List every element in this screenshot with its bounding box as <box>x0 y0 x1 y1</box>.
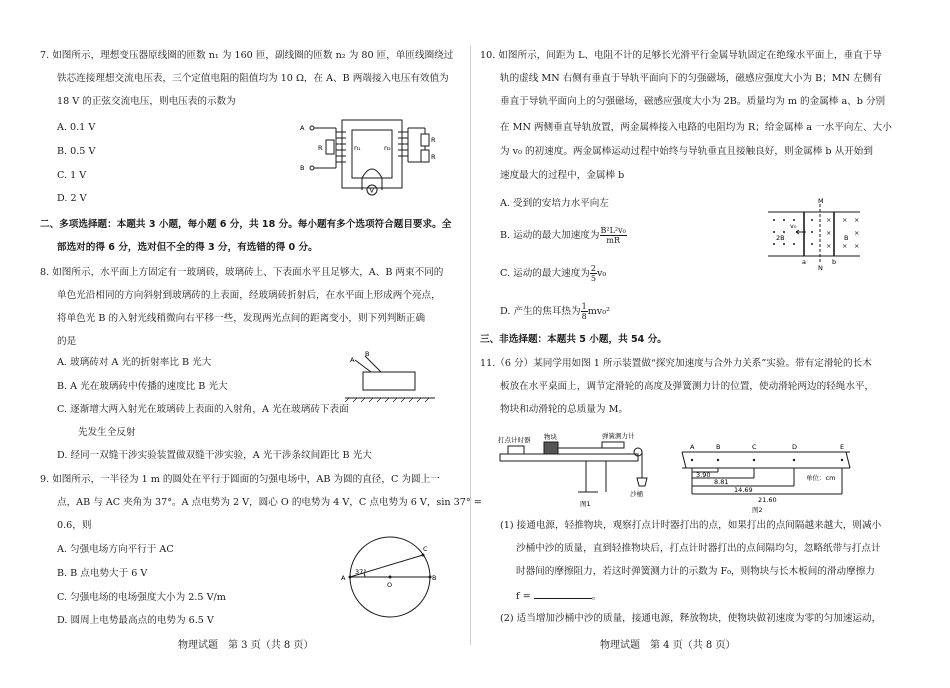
q11-fig1-label-scale: 弹簧测力计 <box>602 432 635 440</box>
q11-line-3: 物块和动滑轮的总质量为 M。 <box>500 404 628 415</box>
q10-line-6: 速度最大的过程中，金属棒 b <box>500 170 625 181</box>
q7-transformer-figure <box>300 110 440 200</box>
q8-fig-label-a: A <box>350 356 355 364</box>
q11-fig2-point-d: D <box>792 443 798 451</box>
q8-line-1: 8. 如图所示，水平面上方固定有一玻璃砖，玻璃砖上、下表面水平且足够大，A、B 两束不同的 <box>40 267 444 278</box>
q9-fig-label-c: C <box>423 545 428 553</box>
q8-option-b: B. A 光在玻璃砖中传播的速度比 B 光大 <box>57 381 228 392</box>
q8-option-d: D. 经同一双缝干涉实验装置做双缝干涉实验，A 光干涉条纹间距比 B 光大 <box>57 450 372 461</box>
svg-text:×: × <box>842 242 848 250</box>
q7-option-a: A. 0.1 V <box>57 122 96 133</box>
q7-fig-label-r2: R <box>431 153 436 161</box>
q11-fig2-point-b: B <box>716 443 721 451</box>
q9-fig-label-b: B <box>432 574 437 582</box>
q9-line-3: 0.6，则 <box>57 520 92 531</box>
q7-option-c: C. 1 V <box>57 170 87 181</box>
q11-part1-line-1: (1) 接通电源，轻推物块，观察打点计时器打出的点，如果打出的点间隔越来越大，则减小 <box>500 520 882 531</box>
q10-option-c-denominator: 5 <box>590 274 596 283</box>
q11-fig1-apparatus <box>498 430 668 510</box>
q10-fig-label-n: N <box>818 264 823 272</box>
svg-text:×: × <box>826 216 832 224</box>
q9-circle-figure <box>341 530 437 620</box>
q8-option-a: A. 玻璃砖对 A 光的折射率比 B 光大 <box>57 357 212 368</box>
q10-line-3: 垂直于导轨平面向上的匀强磁场，磁感应强度大小为 2B。质量均为 m 的金属棒 a、b 分别 <box>500 96 886 107</box>
q11-fig2-point-e: E <box>840 443 845 451</box>
q10-option-b <box>500 226 627 245</box>
section2-line-1: 二、多项选择题：本题共 3 小题，每小题 6 分，共 18 分。每小题有多个选项符合题目要求。全 <box>40 219 452 230</box>
q10-line-2: 轨的虚线 MN 右侧有垂直于导轨平面向下的匀强磁场，磁感应强度大小为 B；MN 左侧有 <box>500 73 882 84</box>
q10-option-b-numerator: B²L²v₀ <box>600 226 626 235</box>
svg-text:×: × <box>842 216 848 224</box>
q7-line-3: 18 V 的正弦交流电压，则电压表的示数为 <box>57 96 236 107</box>
q9-option-b: B. B 点电势大于 6 V <box>57 568 148 579</box>
q8-glass-brick-figure <box>345 350 435 405</box>
q11-fig1-label-block: 物块 <box>544 433 557 441</box>
q11-fig2-d4: 21.60 <box>758 496 777 504</box>
svg-text:×: × <box>854 229 860 237</box>
q9-fig-label-a: A <box>341 574 346 582</box>
q7-fig-label-n1: n₁ <box>354 144 361 152</box>
q11-part1-answer <box>516 589 601 603</box>
q11-part2-line-1: (2) 适当增加沙桶中沙的质量，接通电源，释放物块，使物块做初速度为零的匀加速运动， <box>500 613 882 624</box>
q11-line-2: 板放在水平桌面上，调节定滑轮的高度及弹簧测力计的位置，使动滑轮两边的轻绳水平， <box>500 381 875 392</box>
q10-option-c-numerator: 2 <box>590 264 596 273</box>
page-3-footer: 物理试题 第 3 页（共 8 页） <box>178 640 314 651</box>
q10-fig-label-b: B <box>844 234 849 242</box>
q9-line-1: 9. 如图所示，一半径为 1 m 的圆处在平行于圆面的匀强电场中，AB 为圆的直径，C 为圆上一 <box>40 474 440 485</box>
q9-option-c: C. 匀强电场的电场强度大小为 2.5 V/m <box>57 592 226 603</box>
q10-fig-label-a: a <box>802 258 806 266</box>
q9-fig-label-angle: 37° <box>355 568 367 576</box>
section2-line-2: 部选对的得 6 分，选对但不全的得 3 分，有选错的得 0 分。 <box>57 242 318 253</box>
q10-option-b-fraction <box>600 226 627 245</box>
q7-fig-label-b: B <box>300 164 305 172</box>
q10-option-d-denominator: 8 <box>581 312 587 321</box>
q11-fig2-d1: 3.90 <box>696 471 711 479</box>
q10-fig-label-2b: 2B <box>776 234 785 242</box>
q11-line-1: 11.（6 分）某同学用如图 1 所示装置做“探究加速度与合外力关系”实验。带有定滑轮的长木 <box>480 358 872 369</box>
section3-title: 三、非选择题：本题共 5 小题，共 54 分。 <box>480 334 667 345</box>
q8-line-3: 将单色光 B 的入射光线稍微向右平移一些，发现两光点间的距离变小，则下列判断正确 <box>57 313 426 324</box>
q7-fig-label-a: A <box>300 124 305 132</box>
q11-part1-answer-blank[interactable] <box>534 589 592 599</box>
q10-line-4: 在 MN 两侧垂直导轨放置，两金属棒接入电路的电阻均为 R；给金属棒 a 一水平向左、大小 <box>500 122 892 133</box>
q11-fig2-caption: 图2 <box>752 506 763 514</box>
q11-fig1-label-sand: 沙桶 <box>630 490 643 498</box>
q7-fig-label-v: V <box>369 186 374 195</box>
q11-fig2-point-a: A <box>690 443 695 451</box>
q9-option-a: A. 匀强电场方向平行于 AC <box>57 544 174 555</box>
q10-option-c-fraction <box>590 264 597 283</box>
q7-fig-label-n2: n₂ <box>384 144 391 152</box>
page-4 <box>470 0 950 688</box>
q7-line-1: 7. 如图所示，理想变压器原线圈的匝数 n₁ 为 160 匝，副线圈的匝数 n₂ 为 80 匝，单匝线圈绕过 <box>40 50 454 61</box>
q10-option-d-fraction <box>581 302 588 321</box>
q10-option-a: A. 受到的安培力水平向左 <box>500 198 609 209</box>
q8-line-2: 单色光沿相同的方向斜射到玻璃砖的上表面，经玻璃砖折射后，在水平面上形成两个亮点， <box>57 290 441 301</box>
q11-part1-answer-suffix: 。 <box>591 591 602 602</box>
svg-text:×: × <box>854 216 860 224</box>
q9-option-d: D. 圆周上电势最高点的电势为 6.5 V <box>57 615 214 626</box>
q10-magnetic-field-figure <box>768 198 864 270</box>
q10-option-d-suffix: mv₀² <box>587 306 610 317</box>
q7-fig-label-r3: R <box>318 144 323 152</box>
q8-line-4: 的是 <box>57 336 77 347</box>
q8-option-c-cont: 先发生全反射 <box>78 427 136 438</box>
q10-option-c <box>500 264 606 283</box>
q11-fig1-caption: 图1 <box>580 500 591 508</box>
q10-fig-label-bb: b <box>832 258 837 266</box>
q11-fig1-label-timer: 打点计时器 <box>498 436 531 444</box>
q11-part1-answer-prefix: f = <box>516 591 531 602</box>
q11-part1-line-3: 时器间的摩擦阻力，若这时弹簧测力计的示数为 F₀，则物块与长木板间的滑动摩擦力 <box>516 566 875 577</box>
q10-option-c-suffix: v₀ <box>596 268 607 279</box>
q11-fig2-point-c: C <box>752 443 757 451</box>
q9-fig-label-o: O <box>387 581 393 589</box>
svg-text:×: × <box>826 229 832 237</box>
q10-fig-label-m: M <box>818 197 824 205</box>
page-4-footer: 物理试题 第 4 页（共 8 页） <box>600 640 736 651</box>
q11-fig2-unit: 单位：cm <box>806 474 836 482</box>
q11-fig2-d3: 14.69 <box>734 486 753 494</box>
q10-fig-label-v0: v₀ <box>790 222 797 230</box>
q9-line-2: 点，AB 与 AC 夹角为 37°。A 点电势为 2 V，圆心 O 的电势为 4 V，C 点电势为 6 V，sin 37° = <box>57 497 482 508</box>
q7-option-d: D. 2 V <box>57 193 87 204</box>
q10-option-d <box>500 302 610 321</box>
q10-option-d-prefix: D. 产生的焦耳热为 <box>500 306 581 317</box>
q10-option-b-denominator: mR <box>606 236 620 245</box>
q10-line-1: 10. 如图所示，间距为 L、电阻不计的足够长光滑平行金属导轨固定在绝缘水平面上，垂直于导 <box>480 50 882 61</box>
q10-option-b-prefix: B. 运动的最大加速度为 <box>500 230 600 241</box>
q10-line-5: 为 v₀ 的初速度。两金属棒运动过程中始终与导轨垂直且接触良好，则金属棒 b 从开始到 <box>500 146 873 157</box>
q7-line-2: 铁芯连接理想交流电压表，三个定值电阻的阻值均为 10 Ω，在 A、B 两端接入电压有效值为 <box>57 73 449 84</box>
q10-option-d-numerator: 1 <box>581 302 587 311</box>
q8-fig-label-b: B <box>365 350 370 358</box>
q11-fig2-d2: 8.81 <box>714 478 729 486</box>
q7-fig-label-r1: R <box>431 136 436 144</box>
q11-fig2-tape <box>682 440 850 508</box>
q8-option-c: C. 逐渐增大两入射光在玻璃砖上表面的入射角，A 光在玻璃砖下表面 <box>57 404 349 415</box>
q10-option-c-prefix: C. 运动的最大速度为 <box>500 268 590 279</box>
svg-text:×: × <box>854 242 860 250</box>
q7-option-b: B. 0.5 V <box>57 146 96 157</box>
q11-part1-line-2: 沙桶中沙的质量，直到轻推物块后，打点计时器打出的点间隔均匀，忽略纸带与打点计 <box>516 543 881 554</box>
svg-text:×: × <box>826 242 832 250</box>
